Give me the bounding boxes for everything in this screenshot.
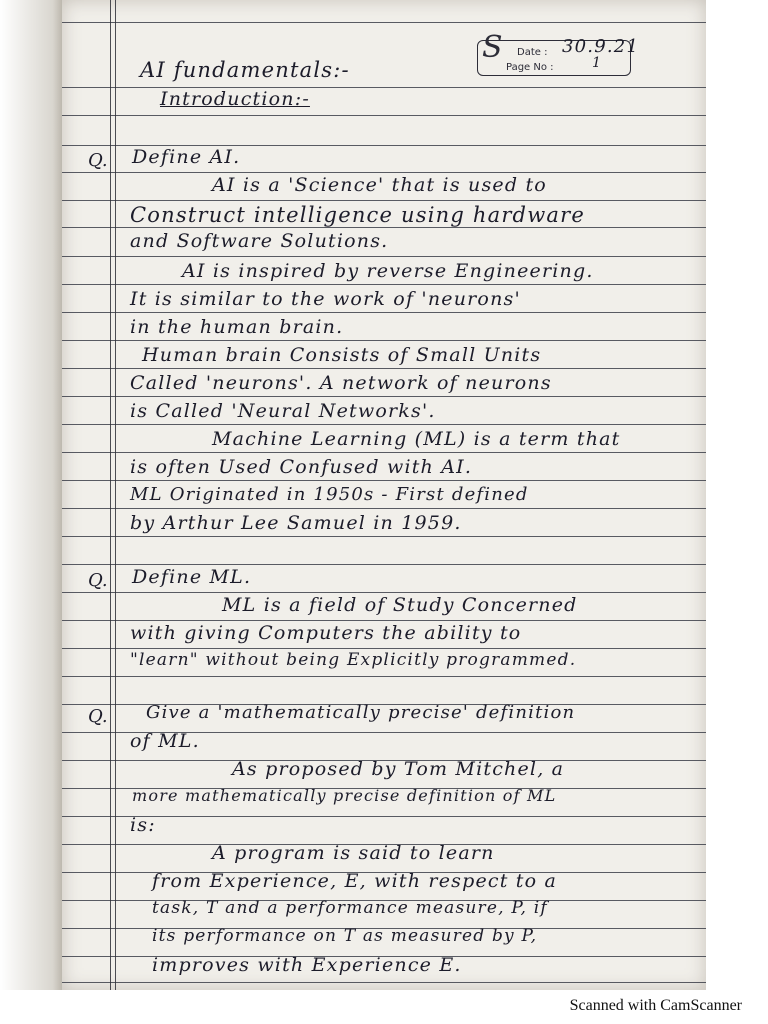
ruled-line bbox=[62, 620, 706, 621]
page-title: AI fundamentals:- bbox=[140, 58, 350, 82]
note-line: AI is a 'Science' that is used to bbox=[212, 174, 547, 196]
ruled-line bbox=[62, 200, 706, 201]
note-line: by Arthur Lee Samuel in 1959. bbox=[130, 512, 462, 534]
note-line: Construct intelligence using hardware bbox=[130, 203, 585, 227]
note-line: "learn" without being Explicitly programmed. bbox=[130, 650, 577, 670]
ruled-line bbox=[62, 452, 706, 453]
note-line: task, T and a performance measure, P, if bbox=[152, 898, 548, 918]
ruled-line bbox=[62, 982, 706, 983]
ruled-line bbox=[62, 368, 706, 369]
ruled-line bbox=[62, 480, 706, 481]
ruled-line bbox=[62, 816, 706, 817]
note-line: its performance on T as measured by P, bbox=[152, 926, 538, 946]
ruled-line bbox=[62, 340, 706, 341]
ruled-line bbox=[62, 284, 706, 285]
note-line: Machine Learning (ML) is a term that bbox=[212, 428, 621, 450]
ruled-line bbox=[62, 592, 706, 593]
question-text: Give a 'mathematically precise' definition bbox=[146, 702, 576, 723]
question-text: Define ML. bbox=[132, 566, 252, 588]
page-no-label: Page No : bbox=[506, 62, 554, 73]
ruled-line bbox=[62, 256, 706, 257]
ruled-line bbox=[62, 115, 706, 116]
note-line: is: bbox=[130, 814, 156, 836]
page-no-value: 1 bbox=[592, 55, 603, 71]
note-line: of ML. bbox=[130, 730, 200, 752]
note-line: As proposed by Tom Mitchel, a bbox=[232, 758, 565, 780]
note-line: ML is a field of Study Concerned bbox=[222, 594, 578, 616]
note-line: Called 'neurons'. A network of neurons bbox=[130, 372, 552, 394]
question-text: Define AI. bbox=[132, 146, 241, 168]
ruled-line bbox=[62, 648, 706, 649]
note-line: improves with Experience E. bbox=[152, 954, 462, 976]
note-line: is often Used Confused with AI. bbox=[130, 456, 473, 478]
note-line: ML Originated in 1950s - First defined bbox=[130, 484, 529, 505]
ruled-line bbox=[62, 424, 706, 425]
note-line: in the human brain. bbox=[130, 316, 344, 338]
question-marker: Q. bbox=[88, 706, 108, 727]
note-line: and Software Solutions. bbox=[130, 230, 389, 252]
note-line: more mathematically precise definition of ML bbox=[132, 786, 557, 805]
note-line: with giving Computers the ability to bbox=[130, 622, 522, 644]
ruled-line bbox=[62, 87, 706, 88]
ruled-line bbox=[62, 312, 706, 313]
ruled-line bbox=[62, 564, 706, 565]
ruled-line bbox=[62, 508, 706, 509]
margin-line bbox=[115, 0, 116, 990]
page-edge bbox=[0, 0, 62, 990]
ruled-line bbox=[62, 396, 706, 397]
ruled-line bbox=[62, 172, 706, 173]
date-value: 30.9.21 bbox=[562, 36, 640, 57]
note-line: It is similar to the work of 'neurons' bbox=[130, 288, 521, 310]
ruled-line bbox=[62, 227, 706, 228]
notebook-page bbox=[62, 0, 706, 990]
section-heading: Introduction:- bbox=[160, 88, 310, 110]
note-line: from Experience, E, with respect to a bbox=[152, 870, 558, 892]
ruled-line bbox=[62, 676, 706, 677]
ruled-line bbox=[62, 536, 706, 537]
notebook-brand-logo: S bbox=[482, 30, 503, 65]
question-marker: Q. bbox=[88, 150, 108, 171]
ruled-line bbox=[62, 22, 706, 23]
scanner-watermark: Scanned with CamScanner bbox=[569, 997, 742, 1014]
question-marker: Q. bbox=[88, 570, 108, 591]
date-label: Date : bbox=[517, 47, 548, 58]
margin-line bbox=[110, 0, 111, 990]
note-line: AI is inspired by reverse Engineering. bbox=[182, 260, 594, 282]
note-line: A program is said to learn bbox=[212, 842, 495, 864]
note-line: is Called 'Neural Networks'. bbox=[130, 400, 436, 422]
note-line: Human brain Consists of Small Units bbox=[142, 344, 542, 366]
